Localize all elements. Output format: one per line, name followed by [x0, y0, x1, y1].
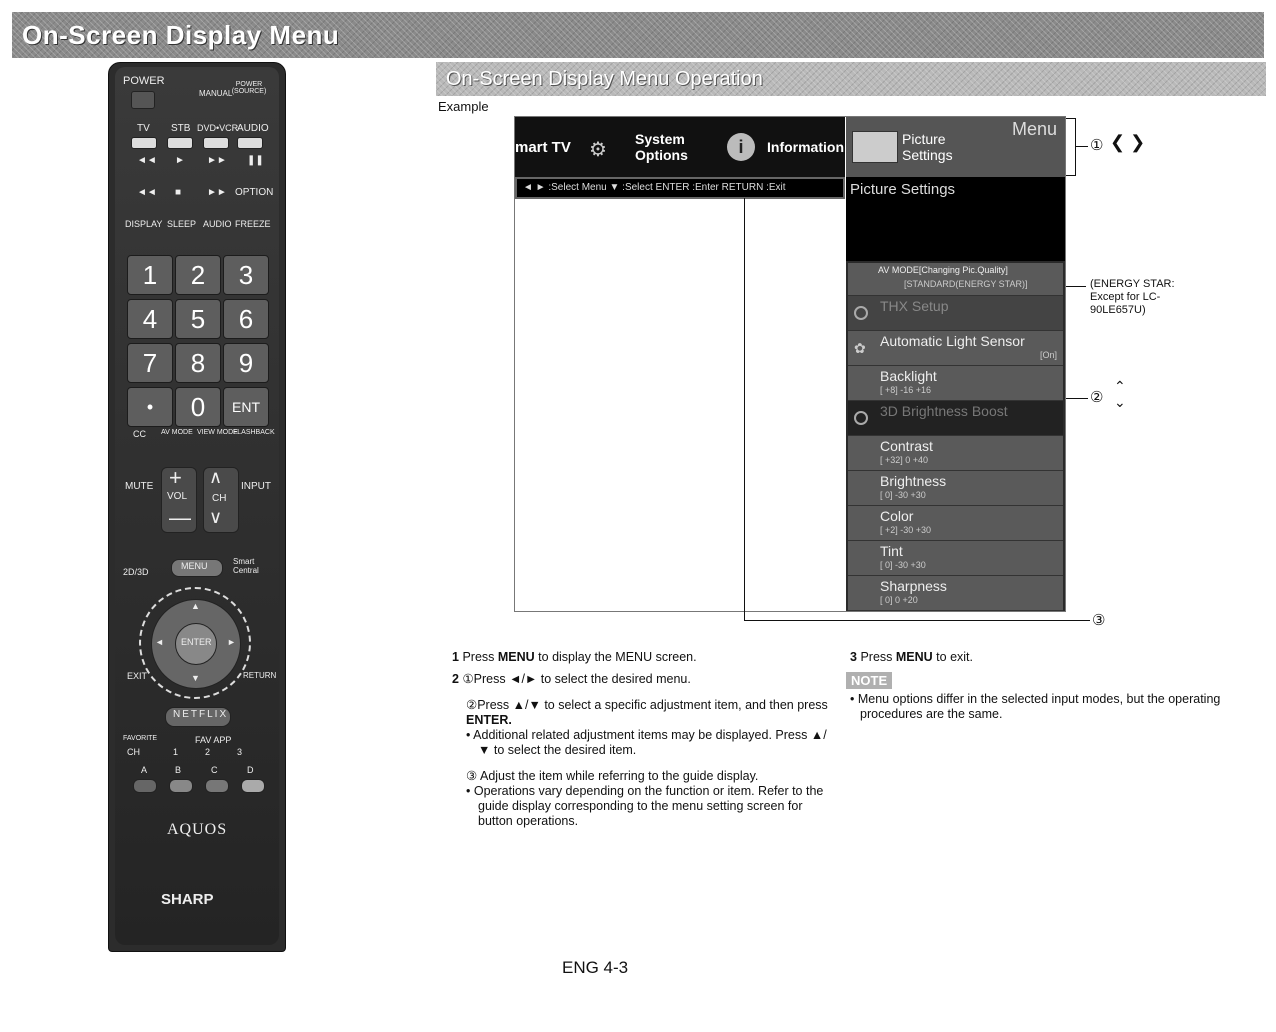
key-6[interactable]: 6 — [223, 299, 269, 339]
step-3 — [850, 650, 1230, 665]
a-button[interactable] — [133, 779, 157, 793]
unavailable-icon — [854, 306, 868, 320]
fav-ch-label: CH — [127, 747, 140, 757]
fav-app-2-button[interactable]: 2 — [205, 747, 211, 757]
picture-settings-tab[interactable]: Picture Settings — [902, 131, 953, 163]
step-2a — [452, 672, 832, 687]
power-source-label: POWER (SOURCE) — [231, 81, 267, 95]
enter-label: ENTER — [181, 637, 212, 647]
freeze-label: FREEZE — [235, 219, 271, 229]
item-name: AV MODE[Changing Pic.Quality] — [878, 265, 1008, 275]
list-item-3d-brightness-boost[interactable] — [848, 401, 1063, 436]
key-8[interactable]: 8 — [175, 343, 221, 383]
tv-button[interactable] — [131, 137, 157, 149]
fav-app-label: FAV APP — [195, 735, 232, 745]
step-text: Press — [860, 650, 893, 664]
step-text: to display the MENU screen. — [538, 650, 697, 664]
item-value: [ 0] 0 +20 — [880, 595, 918, 605]
key-dot[interactable]: • — [127, 387, 173, 427]
item-name: Color — [880, 508, 914, 524]
note-badge: NOTE — [846, 672, 892, 689]
section-header — [436, 62, 1266, 96]
smart-tv-tab[interactable]: mart TV — [515, 139, 571, 156]
key-7[interactable]: 7 — [127, 343, 173, 383]
d-button[interactable] — [241, 779, 265, 793]
unavailable-icon — [854, 411, 868, 425]
step-2c-bullet: • Operations vary depending on the function or item. Refer to the guide display corresponding to the menu setting screen for button operations. — [466, 784, 824, 828]
note-text: • Menu options differ in the selected input modes, but the operating procedures are the same. — [850, 692, 1221, 721]
item-value: [ +2] -30 +30 — [880, 525, 932, 535]
fav-app-1-button[interactable]: 1 — [173, 747, 179, 757]
channel-up-icon[interactable]: ∧ — [209, 467, 223, 487]
callout-3-number: ③ — [1092, 612, 1106, 629]
menu-head — [846, 117, 1065, 177]
sharp-logo: SHARP — [161, 891, 214, 908]
option-label: OPTION — [235, 187, 274, 198]
fast-forward-icon[interactable]: ►► — [207, 155, 227, 166]
volume-down-icon[interactable]: — — [169, 505, 191, 530]
key-1[interactable]: 1 — [127, 255, 173, 295]
step-text: ②Press ▲/▼ to select a specific adjustment item, and then press — [466, 698, 828, 712]
list-item-thx-setup[interactable] — [848, 296, 1063, 331]
b-label: B — [175, 765, 182, 775]
key-9[interactable]: 9 — [223, 343, 269, 383]
sleep-label: SLEEP — [167, 219, 197, 229]
item-name: Contrast — [880, 438, 933, 454]
up-down-arrows-icon: ⌃ ⌄ — [1114, 378, 1126, 410]
menu-panel — [846, 117, 1065, 611]
step-1 — [452, 650, 832, 665]
volume-up-icon[interactable]: + — [169, 465, 182, 490]
d-label: D — [247, 765, 254, 775]
menu-word: Menu — [1011, 119, 1057, 139]
page-number: ENG 4-3 — [562, 958, 629, 977]
panel-title-area — [846, 177, 1065, 261]
volume-label: VOL — [167, 491, 188, 502]
netflix-label: NETFLIX — [173, 709, 229, 720]
c-button[interactable] — [205, 779, 229, 793]
callout-1-line — [1076, 146, 1088, 147]
step-number: 3 — [850, 650, 857, 664]
menu-key-label: MENU — [895, 650, 933, 664]
page-header — [12, 12, 1264, 58]
item-name: THX Setup — [880, 298, 949, 314]
manual-label: MANUAL — [199, 89, 233, 98]
power-button[interactable] — [131, 91, 155, 109]
list-item-contrast[interactable] — [848, 436, 1063, 471]
dpad-down-icon[interactable]: ▼ — [191, 673, 200, 683]
gear-icon: ⚙ — [589, 139, 607, 161]
dvd-vcr-button[interactable] — [203, 137, 229, 149]
channel-down-icon[interactable]: ∨ — [209, 507, 223, 527]
return-label: RETURN — [243, 671, 277, 680]
remote-control — [108, 62, 286, 952]
step-text: to exit. — [936, 650, 973, 664]
list-item-color[interactable] — [848, 506, 1063, 541]
tv-label: TV — [137, 123, 150, 134]
section-title: On-Screen Display Menu Operation — [446, 68, 763, 90]
power-label: POWER — [123, 75, 165, 87]
item-value: [ 0] -30 +30 — [880, 560, 926, 570]
stop-icon[interactable]: ■ — [175, 187, 182, 198]
list-item-av-mode[interactable] — [848, 263, 1063, 296]
system-options-tab[interactable]: System Options — [635, 131, 688, 163]
aquos-logo: AQUOS — [167, 821, 228, 838]
callout-3-line — [744, 620, 1090, 621]
item-value: [On] — [1039, 350, 1057, 360]
callout-1-bracket-bottom — [1066, 175, 1076, 176]
list-item-automatic-light-sensor[interactable] — [848, 331, 1063, 366]
callout-1-number: ① — [1090, 137, 1104, 154]
key-2[interactable]: 2 — [175, 255, 221, 295]
b-button[interactable] — [169, 779, 193, 793]
item-value: [STANDARD(ENERGY STAR)] — [904, 279, 1028, 289]
information-icon: i — [727, 133, 755, 161]
energy-star-line — [1066, 286, 1086, 287]
dvd-vcr-label: DVD•VCR — [197, 123, 239, 133]
item-value: [ 0] -30 +30 — [880, 490, 926, 500]
play-icon[interactable]: ► — [175, 155, 185, 166]
exit-label: EXIT — [127, 671, 148, 681]
dpad-left-icon[interactable]: ◄ — [155, 637, 164, 647]
key-0[interactable]: 0 — [175, 387, 221, 427]
cc-label: CC — [133, 429, 146, 439]
audio-source-button[interactable] — [237, 137, 263, 149]
2d3d-label: 2D/3D — [123, 567, 149, 577]
example-label: Example — [438, 99, 489, 114]
step-2c: ③ Adjust the item while referring to the guide display. — [466, 769, 759, 783]
list-item-backlight[interactable] — [848, 366, 1063, 401]
callout-3-vertical-line — [744, 198, 745, 621]
panel-title: Picture Settings — [850, 181, 956, 198]
mute-label: MUTE — [125, 481, 154, 492]
av-mode-label: AV MODE — [161, 429, 193, 436]
fav-app-3-button[interactable]: 3 — [237, 747, 243, 757]
key-4[interactable]: 4 — [127, 299, 173, 339]
information-tab[interactable]: Information — [767, 139, 844, 155]
view-mode-label: VIEW MODE — [197, 429, 238, 436]
item-name: Sharpness — [880, 578, 947, 594]
smart-central-label: Smart Central — [233, 557, 259, 575]
picture-settings-icon — [852, 131, 898, 163]
display-label: DISPLAY — [125, 219, 163, 229]
list-item-brightness[interactable] — [848, 471, 1063, 506]
stb-label: STB — [171, 123, 191, 134]
item-value: [ +8] -16 +16 — [880, 385, 932, 395]
menu-label: MENU — [181, 561, 208, 571]
light-sensor-icon: ✿ — [854, 340, 866, 356]
step-number: 2 — [452, 672, 459, 686]
c-label: C — [211, 765, 218, 775]
step-text: ①Press ◄/► to select the desired menu. — [462, 672, 691, 686]
item-name: 3D Brightness Boost — [880, 403, 1008, 419]
step-number: 1 — [452, 650, 459, 664]
dpad-up-icon[interactable]: ▲ — [191, 601, 200, 611]
tv-menu-screen — [514, 116, 1066, 612]
callout-2-line — [1066, 398, 1088, 399]
page-title: On-Screen Display Menu — [22, 20, 340, 50]
settings-list — [848, 263, 1063, 611]
a-label: A — [141, 765, 148, 775]
menu-key-label: MENU — [497, 650, 535, 664]
key-ent[interactable]: ENT — [223, 387, 269, 427]
item-value: [ +32] 0 +40 — [880, 455, 929, 465]
skip-back-icon[interactable]: ◄◄ — [137, 187, 157, 198]
audio-label: AUDIO — [203, 219, 232, 229]
item-name: Backlight — [880, 368, 937, 384]
menu-category-bar — [515, 117, 845, 177]
key-5[interactable]: 5 — [175, 299, 221, 339]
pause-icon[interactable]: ❚❚ — [247, 155, 264, 166]
rewind-icon[interactable]: ◄◄ — [137, 155, 157, 166]
skip-forward-icon[interactable]: ►► — [207, 187, 227, 198]
item-name: Brightness — [880, 473, 947, 489]
energy-star-note: (ENERGY STAR: Except for LC-90LE657U) — [1090, 278, 1175, 316]
screen-blank-area — [515, 199, 845, 611]
audio-source-label: AUDIO — [237, 123, 269, 134]
step-2b-bullet: • Additional related adjustment items may be displayed. Press ▲/▼ to select the desired item. — [466, 728, 827, 757]
item-name: Tint — [880, 543, 903, 559]
callout-2-number: ② — [1090, 389, 1104, 406]
dpad-right-icon[interactable]: ► — [227, 637, 236, 647]
left-right-arrows-icon: ❮ ❯ — [1110, 132, 1146, 152]
item-name: Automatic Light Sensor — [880, 333, 1025, 349]
enter-key-label: ENTER. — [466, 713, 512, 727]
step-2b — [466, 698, 836, 728]
input-label: INPUT — [241, 481, 271, 492]
step-text: Press — [462, 650, 495, 664]
key-3[interactable]: 3 — [223, 255, 269, 295]
stb-button[interactable] — [167, 137, 193, 149]
favorite-label: FAVORITE — [123, 735, 158, 742]
guide-bar: ◄ ► :Select Menu ▼ :Select ENTER :Enter RETURN :Exit — [515, 177, 845, 199]
list-item-sharpness[interactable] — [848, 576, 1063, 611]
list-item-tint[interactable] — [848, 541, 1063, 576]
flashback-label: FLASHBACK — [233, 429, 275, 436]
channel-label: CH — [212, 493, 227, 504]
